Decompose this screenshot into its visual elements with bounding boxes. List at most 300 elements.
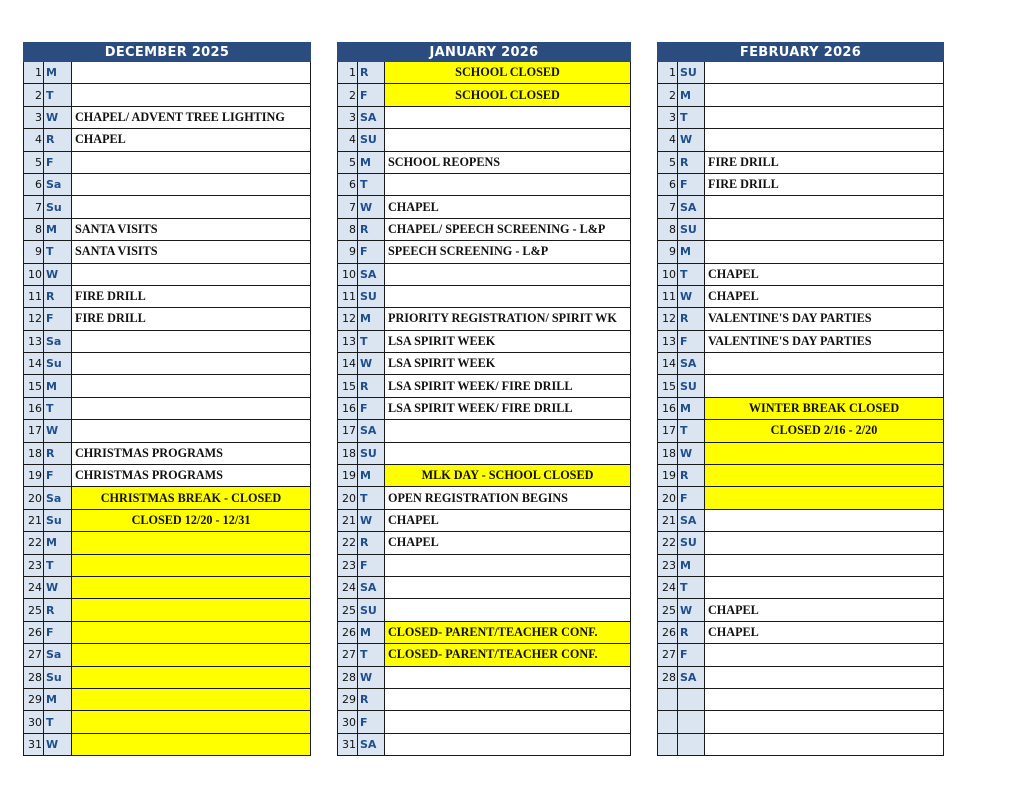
day-event — [385, 599, 631, 621]
day-row — [338, 397, 631, 419]
day-of-week: SU — [678, 375, 705, 397]
day-of-week: T — [44, 241, 72, 263]
day-number: 4 — [658, 129, 678, 151]
day-event — [72, 532, 311, 554]
day-row — [338, 554, 631, 576]
day-number: 26 — [24, 621, 44, 643]
day-of-week: F — [678, 487, 705, 509]
day-number: 5 — [24, 151, 44, 173]
day-row — [338, 711, 631, 733]
day-number: 26 — [658, 621, 678, 643]
day-number: 11 — [24, 285, 44, 307]
day-number: 20 — [24, 487, 44, 509]
day-number: 13 — [338, 330, 358, 352]
day-event — [72, 62, 311, 84]
day-number: 13 — [658, 330, 678, 352]
day-of-week: R — [44, 599, 72, 621]
day-of-week: Sa — [44, 644, 72, 666]
day-row — [658, 644, 944, 666]
day-row — [24, 576, 311, 598]
month-table-january — [337, 42, 631, 756]
day-row — [338, 599, 631, 621]
day-of-week: Su — [44, 666, 72, 688]
day-row — [24, 285, 311, 307]
day-number: 27 — [338, 644, 358, 666]
day-of-week: M — [678, 84, 705, 106]
day-number: 14 — [338, 353, 358, 375]
day-event: LSA SPIRIT WEEK/ FIRE DRILL — [385, 397, 631, 419]
day-of-week: Su — [44, 196, 72, 218]
day-row — [24, 218, 311, 240]
day-number: 4 — [338, 129, 358, 151]
day-of-week: W — [44, 420, 72, 442]
day-row — [658, 621, 944, 643]
day-of-week: W — [678, 129, 705, 151]
day-event — [705, 666, 944, 688]
day-of-week: F — [358, 397, 385, 419]
day-of-week: T — [358, 487, 385, 509]
day-row — [24, 711, 311, 733]
day-row — [658, 196, 944, 218]
day-of-week: T — [44, 397, 72, 419]
day-number: 9 — [338, 241, 358, 263]
day-event: MLK DAY - SCHOOL CLOSED — [385, 465, 631, 487]
day-event: SCHOOL REOPENS — [385, 151, 631, 173]
day-event — [72, 621, 311, 643]
day-number: 29 — [24, 688, 44, 710]
day-of-week: T — [358, 644, 385, 666]
day-row — [338, 688, 631, 710]
day-number: 24 — [24, 576, 44, 598]
day-of-week: W — [44, 263, 72, 285]
day-of-week: F — [678, 173, 705, 195]
day-row — [338, 420, 631, 442]
day-row — [24, 173, 311, 195]
day-event: WINTER BREAK CLOSED — [705, 397, 944, 419]
day-number: 17 — [658, 420, 678, 442]
day-number: 25 — [338, 599, 358, 621]
day-of-week: Sa — [44, 487, 72, 509]
day-number: 18 — [658, 442, 678, 464]
day-number: 17 — [338, 420, 358, 442]
day-number: 19 — [24, 465, 44, 487]
day-event — [72, 397, 311, 419]
day-of-week: F — [358, 554, 385, 576]
day-row — [24, 554, 311, 576]
day-number: 16 — [658, 397, 678, 419]
day-row — [24, 84, 311, 106]
day-of-week: SU — [358, 442, 385, 464]
day-event — [705, 554, 944, 576]
day-number: 20 — [658, 487, 678, 509]
day-row — [338, 308, 631, 330]
day-of-week: SU — [678, 218, 705, 240]
day-of-week: M — [358, 308, 385, 330]
day-event: CHRISTMAS BREAK - CLOSED — [72, 487, 311, 509]
day-of-week: Sa — [44, 330, 72, 352]
day-of-week: W — [678, 599, 705, 621]
day-event — [705, 576, 944, 598]
day-row — [24, 375, 311, 397]
day-number: 6 — [24, 173, 44, 195]
day-row — [24, 308, 311, 330]
day-of-week: R — [44, 285, 72, 307]
day-event: PRIORITY REGISTRATION/ SPIRIT WK — [385, 308, 631, 330]
day-number: 19 — [338, 465, 358, 487]
day-event — [705, 688, 944, 710]
day-event — [385, 106, 631, 128]
day-row — [24, 733, 311, 755]
day-of-week: W — [678, 442, 705, 464]
day-event — [72, 554, 311, 576]
day-event: CLOSED 2/16 - 2/20 — [705, 420, 944, 442]
day-event — [72, 84, 311, 106]
day-number: 21 — [338, 509, 358, 531]
day-event — [72, 733, 311, 755]
day-event: FIRE DRILL — [72, 308, 311, 330]
day-of-week: SA — [678, 196, 705, 218]
day-event: CHAPEL — [705, 285, 944, 307]
day-event: SCHOOL CLOSED — [385, 84, 631, 106]
day-number: 14 — [658, 353, 678, 375]
day-row — [658, 308, 944, 330]
day-event: CHRISTMAS PROGRAMS — [72, 465, 311, 487]
day-row — [658, 129, 944, 151]
day-event — [705, 106, 944, 128]
day-number: 12 — [658, 308, 678, 330]
day-event: CLOSED- PARENT/TEACHER CONF. — [385, 621, 631, 643]
day-of-week: Sa — [44, 173, 72, 195]
day-number: 9 — [658, 241, 678, 263]
day-of-week: F — [678, 644, 705, 666]
day-number: 30 — [338, 711, 358, 733]
day-number — [658, 688, 678, 710]
day-row — [658, 711, 944, 733]
day-of-week: SA — [358, 263, 385, 285]
day-number: 3 — [658, 106, 678, 128]
day-row — [24, 465, 311, 487]
day-of-week: M — [358, 151, 385, 173]
day-number: 21 — [24, 509, 44, 531]
day-number: 4 — [24, 129, 44, 151]
day-of-week: R — [358, 218, 385, 240]
day-event — [72, 173, 311, 195]
day-event: FIRE DRILL — [705, 151, 944, 173]
day-number: 13 — [24, 330, 44, 352]
day-of-week: R — [358, 532, 385, 554]
day-row — [338, 644, 631, 666]
day-row — [338, 666, 631, 688]
day-row — [24, 196, 311, 218]
day-row — [24, 62, 311, 84]
day-of-week: M — [678, 554, 705, 576]
day-event: SANTA VISITS — [72, 241, 311, 263]
day-of-week: F — [358, 711, 385, 733]
day-number — [658, 711, 678, 733]
day-event: SPEECH SCREENING - L&P — [385, 241, 631, 263]
day-number: 1 — [24, 62, 44, 84]
day-event: CHAPEL — [385, 532, 631, 554]
day-event — [385, 263, 631, 285]
month-title: FEBRUARY 2026 — [658, 43, 944, 62]
day-of-week: F — [678, 330, 705, 352]
month-title: DECEMBER 2025 — [24, 43, 311, 62]
day-number: 27 — [24, 644, 44, 666]
day-row — [658, 106, 944, 128]
day-event: CHAPEL — [705, 621, 944, 643]
month-title: JANUARY 2026 — [338, 43, 631, 62]
day-number: 14 — [24, 353, 44, 375]
day-row — [658, 532, 944, 554]
day-event — [72, 644, 311, 666]
day-of-week: F — [44, 308, 72, 330]
day-number: 8 — [658, 218, 678, 240]
day-of-week: W — [44, 733, 72, 755]
day-of-week: F — [44, 465, 72, 487]
day-of-week: W — [358, 666, 385, 688]
day-row — [338, 733, 631, 755]
day-event — [385, 688, 631, 710]
day-number: 2 — [658, 84, 678, 106]
day-row — [338, 285, 631, 307]
day-of-week: W — [358, 509, 385, 531]
day-event — [72, 330, 311, 352]
day-of-week: SA — [678, 666, 705, 688]
day-event — [72, 353, 311, 375]
day-row — [338, 375, 631, 397]
day-number: 5 — [338, 151, 358, 173]
day-event: CHRISTMAS PROGRAMS — [72, 442, 311, 464]
day-event: FIRE DRILL — [705, 173, 944, 195]
day-number: 9 — [24, 241, 44, 263]
day-event: LSA SPIRIT WEEK — [385, 330, 631, 352]
day-of-week: F — [358, 84, 385, 106]
day-number: 7 — [338, 196, 358, 218]
day-row — [338, 509, 631, 531]
day-number: 22 — [24, 532, 44, 554]
day-event — [385, 666, 631, 688]
day-number: 10 — [24, 263, 44, 285]
day-number: 6 — [338, 173, 358, 195]
day-of-week: SA — [678, 509, 705, 531]
day-number: 6 — [658, 173, 678, 195]
day-of-week: R — [678, 151, 705, 173]
day-of-week: M — [44, 218, 72, 240]
day-of-week: SA — [358, 420, 385, 442]
day-of-week: R — [44, 442, 72, 464]
day-number: 21 — [658, 509, 678, 531]
day-row — [658, 375, 944, 397]
day-number: 15 — [24, 375, 44, 397]
day-event: CLOSED 12/20 - 12/31 — [72, 509, 311, 531]
day-number: 10 — [338, 263, 358, 285]
day-event — [705, 353, 944, 375]
day-number: 3 — [24, 106, 44, 128]
day-event — [385, 442, 631, 464]
day-number: 24 — [658, 576, 678, 598]
day-row — [338, 330, 631, 352]
day-event — [385, 420, 631, 442]
day-event: VALENTINE'S DAY PARTIES — [705, 308, 944, 330]
day-row — [24, 330, 311, 352]
day-of-week: T — [44, 711, 72, 733]
day-event — [705, 129, 944, 151]
day-number: 20 — [338, 487, 358, 509]
day-of-week: W — [358, 353, 385, 375]
day-number: 3 — [338, 106, 358, 128]
day-of-week: SA — [678, 353, 705, 375]
day-of-week: M — [358, 465, 385, 487]
day-row — [658, 487, 944, 509]
day-event: LSA SPIRIT WEEK — [385, 353, 631, 375]
day-number: 26 — [338, 621, 358, 643]
day-of-week: F — [44, 621, 72, 643]
month-table-december — [23, 42, 311, 756]
day-of-week: T — [44, 84, 72, 106]
day-number: 8 — [24, 218, 44, 240]
day-event: LSA SPIRIT WEEK/ FIRE DRILL — [385, 375, 631, 397]
day-event — [705, 442, 944, 464]
day-event: SCHOOL CLOSED — [385, 62, 631, 84]
day-of-week: F — [44, 151, 72, 173]
day-number: 31 — [338, 733, 358, 755]
day-event — [72, 599, 311, 621]
day-row — [338, 532, 631, 554]
day-event: OPEN REGISTRATION BEGINS — [385, 487, 631, 509]
day-event — [385, 554, 631, 576]
day-of-week: T — [678, 263, 705, 285]
day-event — [705, 711, 944, 733]
day-number: 2 — [338, 84, 358, 106]
day-number: 28 — [338, 666, 358, 688]
day-of-week: T — [678, 106, 705, 128]
day-row — [24, 442, 311, 464]
day-row — [658, 666, 944, 688]
day-number: 22 — [658, 532, 678, 554]
day-row — [338, 173, 631, 195]
day-event — [72, 420, 311, 442]
day-event — [72, 666, 311, 688]
day-of-week: M — [678, 241, 705, 263]
day-row — [658, 688, 944, 710]
day-row — [24, 397, 311, 419]
day-of-week: T — [358, 330, 385, 352]
day-event — [705, 218, 944, 240]
day-event — [705, 84, 944, 106]
day-row — [24, 353, 311, 375]
day-row — [658, 151, 944, 173]
day-number: 24 — [338, 576, 358, 598]
day-number: 23 — [338, 554, 358, 576]
day-row — [658, 599, 944, 621]
month-table-february — [657, 42, 944, 756]
day-row — [658, 554, 944, 576]
day-of-week: F — [358, 241, 385, 263]
day-of-week: R — [358, 688, 385, 710]
day-row — [24, 487, 311, 509]
day-of-week — [678, 688, 705, 710]
day-event — [705, 733, 944, 755]
day-event: CHAPEL — [705, 263, 944, 285]
day-number: 8 — [338, 218, 358, 240]
day-row — [338, 241, 631, 263]
day-of-week — [678, 711, 705, 733]
day-number: 31 — [24, 733, 44, 755]
day-number: 15 — [338, 375, 358, 397]
day-row — [24, 241, 311, 263]
day-row — [24, 599, 311, 621]
day-event — [705, 644, 944, 666]
day-event: FIRE DRILL — [72, 285, 311, 307]
day-event — [72, 688, 311, 710]
day-event: CHAPEL — [385, 509, 631, 531]
day-of-week: SU — [358, 129, 385, 151]
day-row — [658, 353, 944, 375]
day-of-week: T — [678, 420, 705, 442]
day-of-week: Su — [44, 509, 72, 531]
day-number: 10 — [658, 263, 678, 285]
day-row — [658, 62, 944, 84]
day-number: 22 — [338, 532, 358, 554]
day-event — [72, 711, 311, 733]
day-number: 15 — [658, 375, 678, 397]
day-of-week: M — [44, 375, 72, 397]
day-of-week: R — [678, 621, 705, 643]
day-row — [24, 263, 311, 285]
day-number: 1 — [338, 62, 358, 84]
day-event — [72, 263, 311, 285]
day-of-week: W — [44, 106, 72, 128]
day-of-week: W — [678, 285, 705, 307]
day-number: 16 — [24, 397, 44, 419]
day-row — [24, 644, 311, 666]
day-of-week: SU — [358, 285, 385, 307]
day-number: 7 — [658, 196, 678, 218]
day-event — [72, 151, 311, 173]
day-event — [385, 711, 631, 733]
day-of-week: T — [44, 554, 72, 576]
day-of-week: SA — [358, 576, 385, 598]
day-number: 11 — [658, 285, 678, 307]
day-event — [385, 129, 631, 151]
day-row — [338, 218, 631, 240]
day-row — [658, 465, 944, 487]
day-row — [658, 509, 944, 531]
day-number: 17 — [24, 420, 44, 442]
day-of-week: M — [44, 62, 72, 84]
day-of-week: M — [678, 397, 705, 419]
day-event: CLOSED- PARENT/TEACHER CONF. — [385, 644, 631, 666]
day-number: 18 — [338, 442, 358, 464]
day-event: CHAPEL/ SPEECH SCREENING - L&P — [385, 218, 631, 240]
day-row — [24, 106, 311, 128]
day-number: 28 — [658, 666, 678, 688]
day-event — [705, 62, 944, 84]
day-row — [338, 129, 631, 151]
day-of-week: R — [44, 129, 72, 151]
day-row — [658, 285, 944, 307]
day-row — [24, 151, 311, 173]
day-row — [24, 532, 311, 554]
day-number: 30 — [24, 711, 44, 733]
day-row — [658, 576, 944, 598]
day-row — [338, 151, 631, 173]
day-row — [338, 353, 631, 375]
day-number: 29 — [338, 688, 358, 710]
day-of-week: R — [678, 308, 705, 330]
day-row — [338, 263, 631, 285]
day-number: 7 — [24, 196, 44, 218]
